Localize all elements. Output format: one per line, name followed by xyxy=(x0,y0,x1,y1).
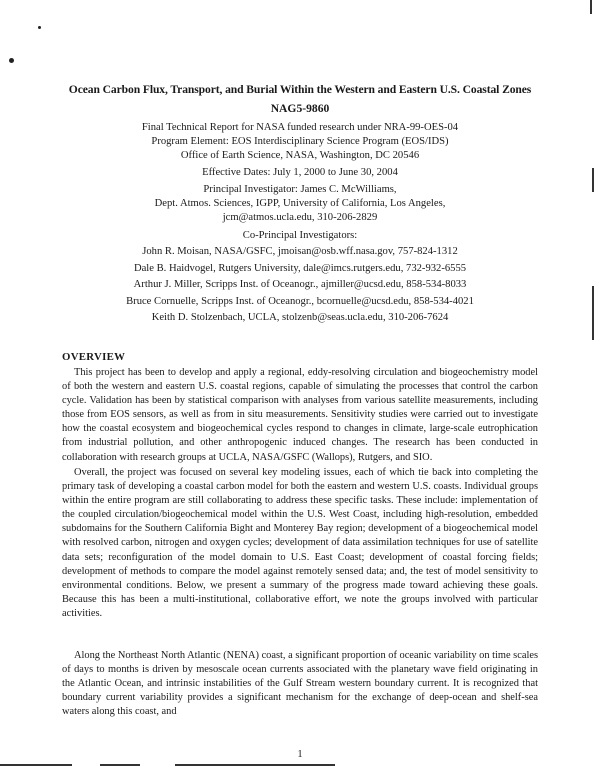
grant-number: NAG5-9860 xyxy=(270,102,330,115)
report-line: Office of Earth Science, NASA, Washington, DC 20546 xyxy=(180,150,420,161)
scan-edge-mark xyxy=(175,764,335,766)
pi-line: Dept. Atmos. Sciences, IGPP, University of California, Los Angeles, xyxy=(154,198,446,209)
scan-margin-mark xyxy=(590,0,592,14)
effective-dates: Effective Dates: July 1, 2000 to June 30, 2004 xyxy=(202,167,398,178)
body-paragraph: Along the Northeast North Atlantic (NENA) coast, a significant proportion of oceanic variability on time scales of days to months is driven by mesoscale ocean currents associated with the planetary wave field originating in the Atlantic Ocean, and intrinsic instabilities of the Gulf Stream western boundary current. It is recognized that boundary current variability provides a significant mechanism for the exchange of deep-ocean and shelf-sea waters along this coast, and xyxy=(62,650,538,718)
document-title: Ocean Carbon Flux, Transport, and Burial Within the Western and Eastern U.S. Coastal Zones xyxy=(68,83,532,96)
pi-line: jcm@atmos.ucla.edu, 310-206-2829 xyxy=(222,212,378,223)
scan-margin-mark xyxy=(592,168,594,192)
page-number: 1 xyxy=(297,749,303,760)
overview-heading: OVERVIEW xyxy=(62,351,126,363)
pi-line: Principal Investigator: James C. McWilliams, xyxy=(203,184,397,195)
principal-investigator xyxy=(90,183,510,225)
report-line: Final Technical Report for NASA funded research under NRA-99-OES-04 xyxy=(141,122,459,133)
co-pi-line: Bruce Cornuelle, Scripps Inst. of Oceanogr., bcornuelle@ucsd.edu, 858-534-4021 xyxy=(126,295,474,307)
report-info xyxy=(90,121,510,163)
scan-edge-mark xyxy=(100,764,140,766)
co-pi-heading: Co-Principal Investigators: xyxy=(242,230,358,241)
co-pi-section xyxy=(90,228,510,326)
scan-speck xyxy=(38,26,41,29)
co-pi-line: John R. Moisan, NASA/GSFC, jmoisan@osb.wff.nasa.gov, 757-824-1312 xyxy=(142,246,458,258)
scan-speck xyxy=(9,58,14,63)
co-pi-line: Keith D. Stolzenbach, UCLA, stolzenb@seas.ucla.edu, 310-206-7624 xyxy=(151,312,449,324)
co-pi-line: Arthur J. Miller, Scripps Inst. of Oceanogr., ajmiller@ucsd.edu, 858-534-8033 xyxy=(133,279,467,291)
body-paragraph: Overall, the project was focused on several key modeling issues, each of which tie back into completing the primary task of developing a coastal carbon model for both the eastern and western U.S. coasts. Individual groups within the entire program are still collaborating to address these specific tasks. These include: implementation of the coupled circulation/biogeochemical model within the U.S. West Coast, including high-resolution, embedded subdomains for the Southern California Bight and Monterey Bay region; development of a biogeochemical model with resolved carbon, nitrogen and oxygen cycles; development of data assimilation techniques for use of satellite data sets; reconfiguration of the model domain to U.S. East Coast; development of coastal forcing fields; development of methods to compare the model against remotely sensed data; and, the test of model sensitivity to environmental conditions. Below, we present a summary of the progress made toward achieving these goals. Because this has been a multi-institutional, collaborative effort, we note the groups involved with particular activities. xyxy=(62,467,538,619)
scan-edge-mark xyxy=(0,764,72,766)
report-line: Program Element: EOS Interdisciplinary Science Program (EOS/IDS) xyxy=(151,136,449,147)
body-paragraph: This project has been to develop and apply a regional, eddy-resolving circulation and biogeochemistry model of both the western and eastern U.S. coastal regions, capable of simulating the processes that control the carbon cycle. Validation has been by statistical comparison with analyses from various satellite measurements, including those from EOS sensors, as well as from in situ measurements. Sensitivity studies were carried out to investigate how the coastal ecosystem and biogeochemical cycles respond to changes in climate, large-scale eutrophication from industrial pollution, and other anthropogenic induced changes. The research has been conducted in collaboration with research groups at UCLA, NASA/GSFC (Wallops), Rutgers, and SIO. xyxy=(62,367,538,463)
scan-margin-mark xyxy=(592,286,594,340)
co-pi-line: Dale B. Haidvogel, Rutgers University, dale@imcs.rutgers.edu, 732-932-6555 xyxy=(133,262,467,274)
